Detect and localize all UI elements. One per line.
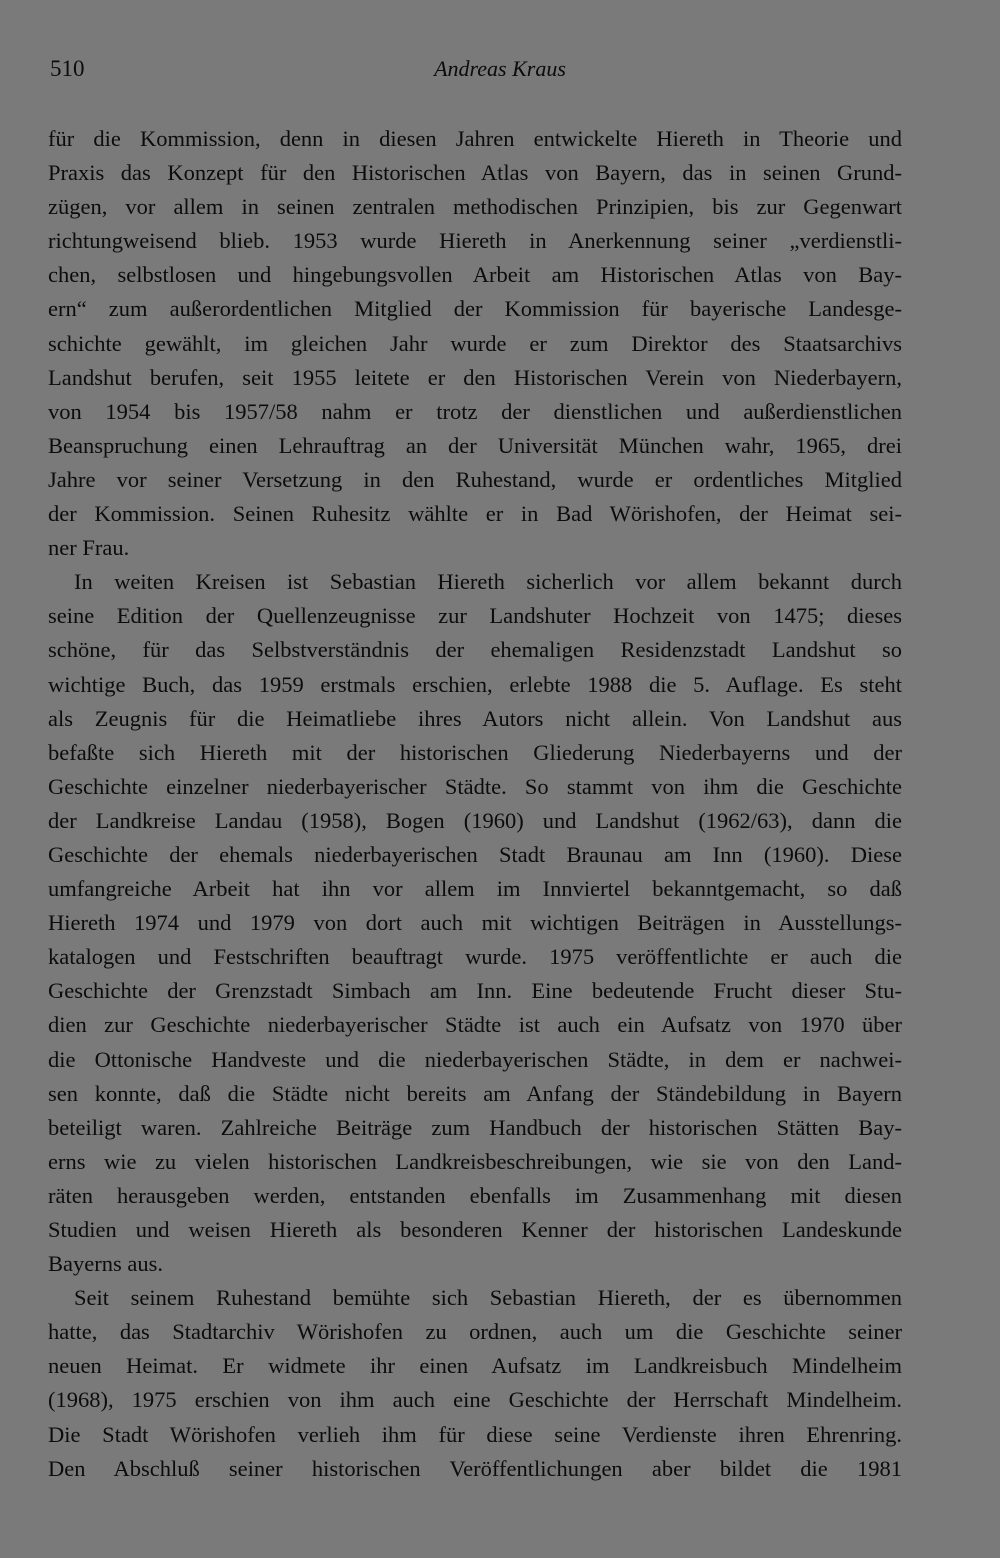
text-line: sen konnte, daß die Städte nicht bereits am Anfang der Ständebildung in Bayern bbox=[48, 1080, 902, 1106]
text-line: als Zeugnis für die Heimatliebe ihres Autors nicht allein. Von Landshut aus bbox=[48, 705, 902, 731]
text-line: (1968), 1975 erschien von ihm auch eine Geschichte der Herrschaft Mindelheim. bbox=[48, 1387, 902, 1413]
text-line: neuen Heimat. Er widmete ihr einen Aufsatz im Landkreisbuch Mindelheim bbox=[48, 1353, 902, 1379]
text-line: katalogen und Festschriften beauftragt wurde. 1975 veröffentlichte er auch die bbox=[48, 944, 902, 970]
text-line: Geschichte der ehemals niederbayerischen Stadt Braunau am Inn (1960). Diese bbox=[48, 841, 902, 867]
text-line: beteiligt waren. Zahlreiche Beiträge zum Handbuch der historischen Stätten Bay- bbox=[48, 1114, 902, 1140]
text-line: schöne, für das Selbstverständnis der ehemaligen Residenzstadt Landshut so bbox=[48, 637, 902, 663]
text-line: richtungweisend blieb. 1953 wurde Hiereth in Anerkennung seiner „verdienstli- bbox=[48, 228, 902, 254]
text-line: Geschichte einzelner niederbayerischer Städte. So stammt von ihm die Geschichte bbox=[48, 773, 902, 799]
text-line: befaßte sich Hiereth mit der historischen Gliederung Niederbayerns und der bbox=[48, 739, 902, 765]
text-line: hatte, das Stadtarchiv Wörishofen zu ordnen, auch um die Geschichte seiner bbox=[48, 1319, 902, 1345]
text-line: wichtige Buch, das 1959 erstmals erschien, erlebte 1988 die 5. Auflage. Es steht bbox=[48, 671, 902, 697]
text-line: der Kommission. Seinen Ruhesitz wählte er in Bad Wörishofen, der Heimat sei- bbox=[48, 501, 902, 527]
text-line: erns wie zu vielen historischen Landkreisbeschreibungen, wie sie von den Land- bbox=[48, 1148, 902, 1174]
text-line: Bayerns aus. bbox=[48, 1251, 163, 1277]
running-head: Andreas Kraus bbox=[434, 56, 566, 81]
text-line: Geschichte der Grenzstadt Simbach am Inn. Eine bedeutende Frucht dieser Stu- bbox=[48, 978, 902, 1004]
text-line: für die Kommission, denn in diesen Jahren entwickelte Hiereth in Theorie und bbox=[48, 126, 902, 151]
text-line: Die Stadt Wörishofen verlieh ihm für diese seine Verdienste ihren Ehrenring. bbox=[48, 1421, 902, 1447]
text-line: der Landkreise Landau (1958), Bogen (1960) und Landshut (1962/63), dann die bbox=[48, 807, 902, 833]
text-line: Jahre vor seiner Versetzung in den Ruhestand, wurde er ordentliches Mitglied bbox=[48, 466, 902, 492]
text-line: seine Edition der Quellenzeugnisse zur Landshuter Hochzeit von 1475; dieses bbox=[48, 603, 902, 629]
body-text bbox=[48, 122, 902, 1486]
text-line: umfangreiche Arbeit hat ihn vor allem im Innviertel bekanntgemacht, so daß bbox=[48, 876, 902, 902]
text-line: In weiten Kreisen ist Sebastian Hiereth sicherlich vor allem bekannt durch bbox=[74, 569, 902, 595]
page-number: 510 bbox=[50, 56, 85, 81]
text-line: ner Frau. bbox=[48, 535, 130, 561]
text-line: ern“ zum außerordentlichen Mitglied der Kommission für bayerische Landesge- bbox=[48, 296, 902, 322]
text-line: Seit seinem Ruhestand bemühte sich Sebastian Hiereth, der es übernommen bbox=[74, 1285, 902, 1311]
text-line: dien zur Geschichte niederbayerischer Städte ist auch ein Aufsatz von 1970 über bbox=[48, 1012, 902, 1038]
text-line: Praxis das Konzept für den Historischen Atlas von Bayern, das in seinen Grund- bbox=[48, 160, 902, 186]
text-line: Beanspruchung einen Lehrauftrag an der Universität München wahr, 1965, drei bbox=[48, 432, 902, 458]
text-line: räten herausgeben werden, entstanden ebenfalls im Zusammenhang mit diesen bbox=[48, 1182, 902, 1208]
text-line: Studien und weisen Hiereth als besonderen Kenner der historischen Landeskunde bbox=[48, 1217, 902, 1242]
text-line: chen, selbstlosen und hingebungsvollen Arbeit am Historischen Atlas von Bay- bbox=[48, 262, 902, 288]
text-line: zügen, vor allem in seinen zentralen methodischen Prinzipien, bis zur Gegenwart bbox=[48, 194, 902, 220]
text-line: die Ottonische Handveste und die niederbayerischen Städte, in dem er nachwei- bbox=[48, 1046, 902, 1072]
text-line: Hiereth 1974 und 1979 von dort auch mit wichtigen Beiträgen in Ausstellungs- bbox=[48, 910, 902, 936]
text-line: schichte gewählt, im gleichen Jahr wurde er zum Direktor des Staatsarchivs bbox=[48, 330, 902, 356]
text-line: Landshut berufen, seit 1955 leitete er den Historischen Verein von Niederbayern, bbox=[48, 364, 902, 390]
text-line: Den Abschluß seiner historischen Veröffentlichungen aber bildet die 1981 bbox=[48, 1455, 902, 1481]
text-line: von 1954 bis 1957/58 nahm er trotz der dienstlichen und außerdienstlichen bbox=[48, 398, 902, 424]
